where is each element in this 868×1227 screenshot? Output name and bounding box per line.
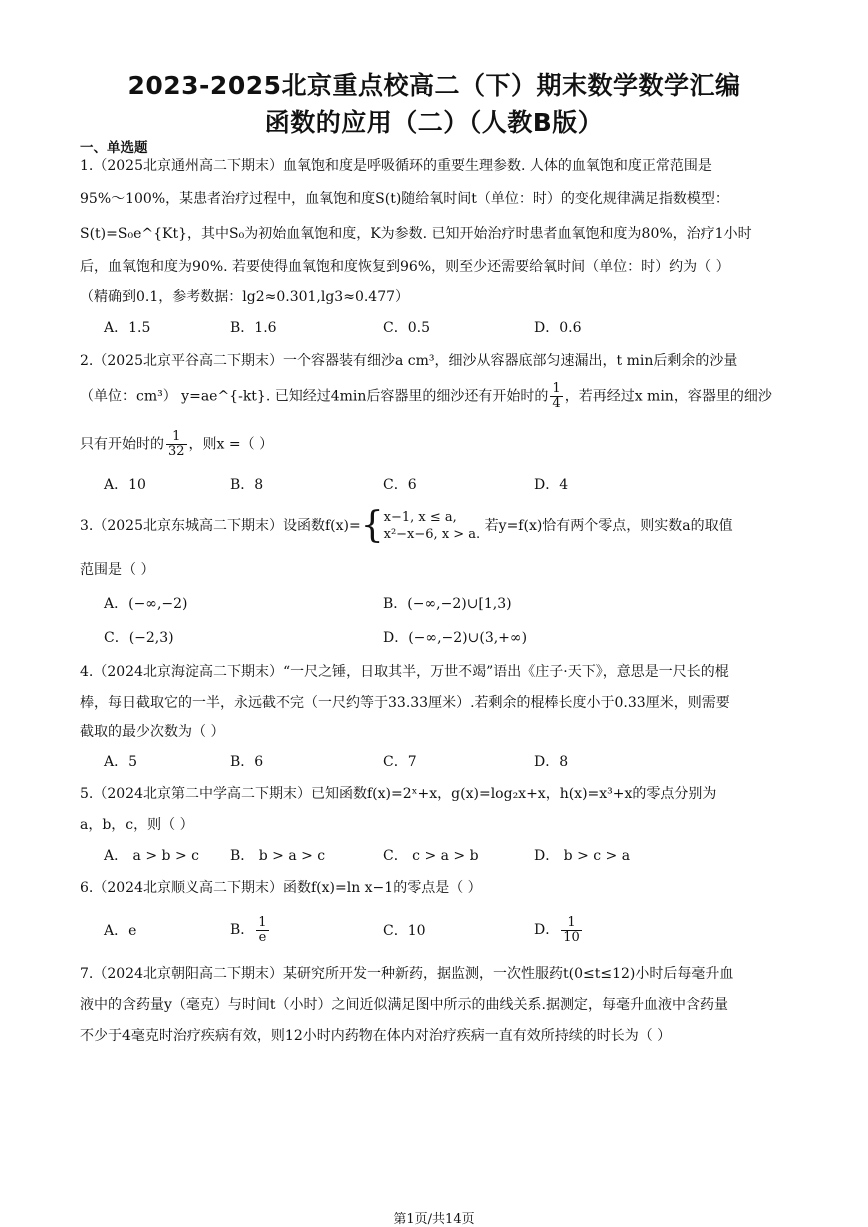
option-b: B．6 [230, 754, 264, 770]
question-text: 6.（2024北京顺义高二下期末）函数f(x)=ln x−1的零点是（ ） [80, 880, 482, 896]
fraction [550, 382, 562, 411]
case-2: x²−x−6, x > a. [383, 527, 481, 542]
option-b [230, 912, 271, 948]
question-text-part: 若y=f(x)恰有两个零点，则实数a的取值 [484, 518, 733, 534]
option-d: D． b > c > a [534, 848, 631, 864]
page-footer: 第1页/共14页 [393, 1212, 475, 1227]
question-text: 范围是（ ） [80, 562, 155, 578]
section-heading: 一、单选题 [80, 140, 148, 156]
option-c: C． c > a > b [383, 848, 479, 864]
option-a: A．10 [104, 477, 146, 493]
question-text: 不少于4毫克时治疗疾病有效，则12小时内药物在体内对治疗疾病一直有效所持续的时长为（ ） [80, 1028, 672, 1044]
question-text: 后，血氧饱和度为90%. 若要使得血氧饱和度恢复到96%，则至少还需要给氧时间（单位：时）约为（ ） [80, 259, 730, 275]
question-text-part: ，则x =（ ） [188, 436, 274, 453]
fraction [561, 916, 582, 945]
option-label: B． [230, 922, 255, 938]
question-text: 液中的含药量y（毫克）与时间t（小时）之间近似满足图中所示的曲线关系.据测定，每毫升血液中含药量 [80, 997, 728, 1013]
piecewise-cases [384, 509, 481, 543]
fraction-denominator: 4 [552, 396, 561, 411]
option-c: C．0.5 [383, 320, 430, 336]
question-text: S(t)=S₀e^{Kt}，其中S₀为初始血氧饱和度，K为参数. 已知开始治疗时患者血氧饱和度为80%，治疗1小时 [80, 226, 752, 242]
option-d: D．0.6 [534, 320, 582, 336]
fraction [256, 916, 268, 945]
fraction-numerator: 1 [258, 914, 267, 930]
option-c: C．10 [383, 923, 426, 939]
question-text [80, 382, 772, 411]
option-b: B．(−∞,−2)∪[1,3) [383, 596, 512, 612]
question-text: 95%～100%，某患者治疗过程中，血氧饱和度S(t)随给氧时间t（单位：时）的变化规律满足指数模型： [80, 191, 729, 207]
option-b: B．8 [230, 477, 264, 493]
option-a: A．e [104, 923, 137, 939]
fraction-denominator: 32 [168, 444, 185, 459]
option-label: D． [534, 922, 560, 938]
question-text: 1.（2025北京通州高二下期末）血氧饱和度是呼吸循环的重要生理参数. 人体的血氧饱和度正常范围是 [80, 158, 712, 174]
fraction [166, 430, 187, 459]
question-text: 5.（2024北京第二中学高二下期末）已知函数f(x)=2ˣ+x，g(x)=log₂x+x，h(x)=x³+x的零点分别为 [80, 786, 717, 802]
fraction-denominator: e [258, 929, 267, 945]
fraction-numerator: 1 [552, 381, 561, 396]
option-c: C．(−2,3) [104, 630, 174, 646]
option-a: A．5 [104, 754, 138, 770]
option-b: B．1.6 [230, 320, 277, 336]
question-text: 2.（2025北京平谷高二下期末）一个容器装有细沙a cm³，细沙从容器底部匀速漏出，t min后剩余的沙量 [80, 353, 738, 369]
option-d: D．8 [534, 754, 569, 770]
question-text: 棒，每日截取它的一半，永远截不完（一尺约等于33.33厘米）.若剩余的棍棒长度小于0.33厘米，则需要 [80, 695, 730, 711]
option-d: D．4 [534, 477, 569, 493]
document-title: 2023-2025北京重点校高二（下）期末数学数学汇编 [127, 71, 741, 100]
fraction-numerator: 1 [166, 430, 187, 445]
fraction-numerator: 1 [561, 916, 582, 931]
brace-symbol: { [360, 505, 384, 546]
option-a: A． a > b > c [104, 848, 199, 864]
question-text: 截取的最少次数为（ ） [80, 724, 225, 740]
question-text-part: 3.（2025北京东城高二下期末）设函数f(x)= [80, 518, 361, 534]
option-a: A．1.5 [104, 320, 151, 336]
option-d: D．(−∞,−2)∪(3,+∞) [383, 630, 528, 646]
case-1: x−1, x ≤ a, [383, 510, 457, 525]
question-text: 7.（2024北京朝阳高二下期末）某研究所开发一种新药，据监测，一次性服药t(0≤t≤12)小时后每毫升血 [80, 966, 734, 982]
option-a: A．(−∞,−2) [104, 596, 188, 612]
question-text-part: ，若再经过x min，容器里的细沙 [564, 388, 772, 405]
fraction-denominator: 10 [563, 929, 580, 945]
question-text [80, 430, 273, 459]
question-text-part: （单位：cm³） y=ae^{-kt}. 已知经过4min后容器里的细沙还有开始时的 [80, 388, 549, 405]
question-text: （精确到0.1，参考数据：lg2≈0.301,lg3≈0.477） [80, 289, 410, 305]
question-text: 4.（2024北京海淀高二下期末）“一尺之锤，日取其半，万世不竭”语出《庄子·天下》，意思是一尺长的棍 [80, 664, 729, 680]
option-c: C．7 [383, 754, 417, 770]
question-text: a，b，c，则（ ） [80, 817, 194, 833]
option-b: B． b > a > c [230, 848, 326, 864]
question-text-part: 只有开始时的 [80, 436, 164, 453]
document-subtitle: 函数的应用（二）（人教B版） [264, 108, 604, 137]
option-c: C．6 [383, 477, 417, 493]
option-d [534, 912, 584, 948]
question-text [80, 506, 733, 546]
